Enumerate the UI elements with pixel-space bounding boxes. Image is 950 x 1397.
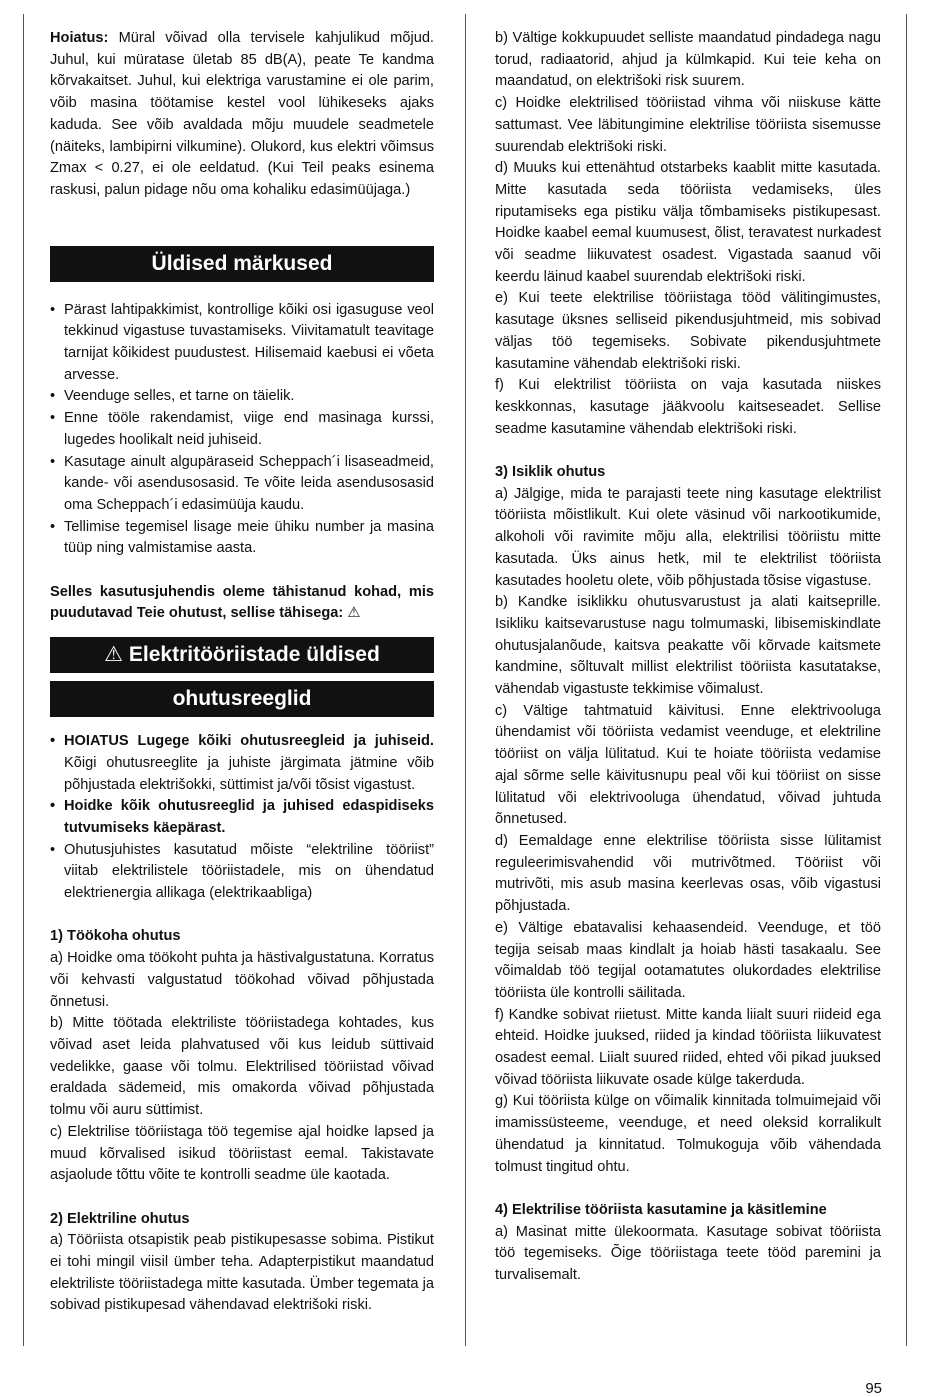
paragraph: a) Hoidke oma töökoht puhta ja hästivalgustatuna. Korratus või kehvasti valgustatud töökohad võivad põhjustada õnnetusi. xyxy=(50,950,434,1010)
paragraph: f) Kandke sobivat riietust. Mitte kanda liialt suuri riideid ega ehteid. Hoidke juuksed, riided ja kindad tööriista liikuvatest osadest eemal. Liialt suured riided, ehted või pikad juuksed võivad tööriista liikuvate osade külge takerduda. xyxy=(495,1006,881,1088)
column-divider-line xyxy=(465,14,466,1346)
paragraph: a) Masinat mitte ülekoormata. Kasutage sobivat tööriista töö tegemiseks. Õige tööriistaga teete tööd paremini ja turvalisemalt. xyxy=(495,1223,881,1284)
list-item: • Ohutusjuhistes kasutatud mõiste “elektriline tööriist” viitab elektrilistele tööriistadele, mis on ühendatud elektrienergia allikaga (elektrikaabliga) xyxy=(50,840,434,905)
section-heading: 4) Elektrilise tööriista kasutamine ja käsitlemine xyxy=(495,1201,827,1218)
paragraph: d) Muuks kui ettenähtud otstarbeks kaablit mitte kasutada. Mitte kasutada seda tööriista vedamiseks, üles riputamiseks ega pistiku välja tõmbamiseks pistikupesast. Hoidke kaabel eemal kuumusest, õlist, teravatest nurkadest või seadme liikuvatest osadest. Vigastada saanud või keerdu läinud kaabel suurendab elektrišoki riski. xyxy=(495,160,881,285)
section-heading: 1) Töökoha ohutus xyxy=(50,928,181,945)
list-item: • Tellimise tegemisel lisage meie ühiku number ja masina tüüp ning valmistamise aasta. xyxy=(50,517,434,560)
safety-rules-list xyxy=(50,731,434,905)
page-number: 95 xyxy=(865,1380,882,1397)
paragraph: b) Vältige kokkupuudet selliste maandatud pindadega nagu torud, radiaatorid, ahjud ja külmkapid. Kui teie keha on maandatud, on elektrišoki risk suurem. xyxy=(495,30,881,90)
paragraph: a) Tööriista otsapistik peab pistikupesasse sobima. Pistikut ei tohi mingil viisil ümber teha. Adapterpistikut maandatud elektriliste tööriistadega mitte kasutada. Ümber tegemata ja sobivad pistikupesad vähendavad elektrišoki riski. xyxy=(50,1232,434,1314)
heading-safety-rules-line1: ⚠ Elektritööriistade üldised xyxy=(50,637,434,673)
heading-general-notes: Üldised märkused xyxy=(50,246,434,282)
noise-warning xyxy=(50,28,434,202)
right-column xyxy=(495,28,881,1287)
paragraph: e) Kui teete elektrilise tööriistaga tööd välitingimustes, kasutage üksnes selliseid pikendusjuhtmeid, mis sobivad väljas töö tegemiseks. Sobivate pikendusjuhtmete kasutamine vähendab elektrišoki riski. xyxy=(495,290,881,372)
warning-text: Müral võivad olla tervisele kahjulikud mõjud. Juhul, kui müratase ületab 85 dB(A), peate Te kandma kõrvakaitset. Juhul, kui elektriga varustamine ei ole parim, võib masina töötamise kestel vool lühikeseks ajaks kaduda. See võib avaldada mõju muudele seadmetele (näiteks, lambipirni vilkumine). Olukord, kus elektri võimsus Zmax < 0.27, ei ole eeldatud. (Kui Teil peaks esinema raskusi, palun pidage nõu oma kohaliku edasimüüjaga.) xyxy=(50,30,434,198)
right-border-line xyxy=(906,14,907,1346)
list-item: • Kasutage ainult algupäraseid Scheppach´i lisaseadmeid, kande- või asendusosasid. Te võite leida asendusosasid oma Scheppach´i edasimüüja kaudu. xyxy=(50,452,434,517)
paragraph: c) Elektrilise tööriistaga töö tegemise ajal hoidke lapsed ja muud kõrvalised isikud tööriistast eemal. Takistavate asjaolude tõttu võite te kontrolli seadme üle kaotada. xyxy=(50,1123,434,1184)
paragraph: b) Kandke isiklikku ohutusvarustust ja alati kaitseprille. Isikliku kaitsevarustuse nagu tolmumaski, libisemiskindlate ohutusjalanõude, kaitsva peakatte või kõrvade kaitsmete kandmine, sõltuvalt millist elektrilist tööriista kasutatakse, vähendab vigastuste tekkimise võimalust. xyxy=(495,594,881,698)
paragraph: e) Vältige ebatavalisi kehaasendeid. Veenduge, et töö tegija seisab maas kindlalt ja hoiab hästi tasakaalu. See võimaldab töö tegijal ootamatutes olukordades elektrilise tööriista üle kontrolli säilitada. xyxy=(495,919,881,1001)
general-notes-list xyxy=(50,300,434,560)
safety-item1-bold: HOIATUS Lugege kõiki ohutusreegleid ja juhiseid. xyxy=(64,733,434,750)
left-border-line xyxy=(23,14,24,1346)
warning-label: Hoiatus: xyxy=(50,30,109,46)
list-item: • Pärast lahtipakkimist, kontrollige kõiki osi igasuguse veol tekkinud vigastuse tuvastamiseks. Viivitamatult teavitage tarnijat kõikidest puudustest. Hilisemaid kaebusi ei võeta arvesse. xyxy=(50,300,434,387)
paragraph: f) Kui elektrilist tööriista on vaja kasutada niiskes keskkonnas, kasutage jääkvoolu kaitseseadet. Sellise seadme kasutamine vähendab elektrišoki riski. xyxy=(495,377,881,437)
safety-marking-note: Selles kasutusjuhendis oleme tähistanud kohad, mis puudutavad Teie ohutust, sellise tähisega: ⚠ xyxy=(50,583,434,622)
safety-item1-text: Kõigi ohutusreeglite ja juhiste järgimata jätmine võib põhjustada elektrišokki, süttimist ja/või tõsist vigastust. xyxy=(64,754,434,793)
paragraph: a) Jälgige, mida te parajasti teete ning kasutage elektrilist tööriista mõistlikult. Kui olete väsinud või narkootikumide, alkoholi või ravimite mõju alla, elektrilisi tööriistu mitte kasutada. Üks ainus hetk, mil te elektrilist tööriista kasutades hooletu olete, võib põhjustada tõsise vigastuse. xyxy=(495,485,881,589)
list-item xyxy=(50,731,434,796)
paragraph: c) Hoidke elektrilised tööriistad vihma või niiskuse kätte sattumast. Vee läbitungimine elektrilise tööriista sisemusse suurendab elektrišoki riski. xyxy=(495,95,881,155)
list-item: • Enne tööle rakendamist, viige end masinaga kurssi, lugedes hoolikalt neid juhiseid. xyxy=(50,408,434,451)
paragraph: c) Vältige tahtmatuid käivitusi. Enne elektrivooluga ühendamist või tööriista vedamist veenduge, et elektriline tööriist on välja lülitatud. Kui te hoiate tööriista vedamise ajal sõrme selle käivitusnupu peal või kui tööriist on sisse lülitatud või elektrivooluga ühendatud, võivad juhtuda õnnetused. xyxy=(495,702,881,828)
heading-safety-rules-line2: ohutusreeglid xyxy=(50,681,434,717)
paragraph: d) Eemaldage enne elektrilise tööriista sisse lülitamist reguleerimisvahendid või mutrivõtmed. Tööriist või mutrivõti, mis asub masina keerlevas osas, võib vigastusi põhjustada. xyxy=(495,833,881,915)
section-heading: 2) Elektriline ohutus xyxy=(50,1210,190,1227)
list-item: • Hoidke kõik ohutusreeglid ja juhised edaspidiseks tutvumiseks käepärast. xyxy=(50,796,434,839)
section-heading: 3) Isiklik ohutus xyxy=(495,464,606,481)
paragraph: b) Mitte töötada elektriliste tööriistadega kohtades, kus võivad aset leida plahvatused või kus leidub süttivaid vedelikke, gaase või tolmu. Elektrilised tööriistad võivad eraldada sädemeid, mis omakorda võivad põhjustada tolmu või auru süttimist. xyxy=(50,1015,434,1119)
left-column xyxy=(50,28,434,1317)
paragraph: g) Kui tööriista külge on võimalik kinnitada tolmuimejaid või imamissüsteeme, veenduge, et need oleksid korralikult ühendatud ja kinnitatud. Tolmukoguja võib vähendada tolmust tingitud ohtu. xyxy=(495,1093,881,1175)
list-item: • Veenduge selles, et tarne on täielik. xyxy=(50,386,434,408)
